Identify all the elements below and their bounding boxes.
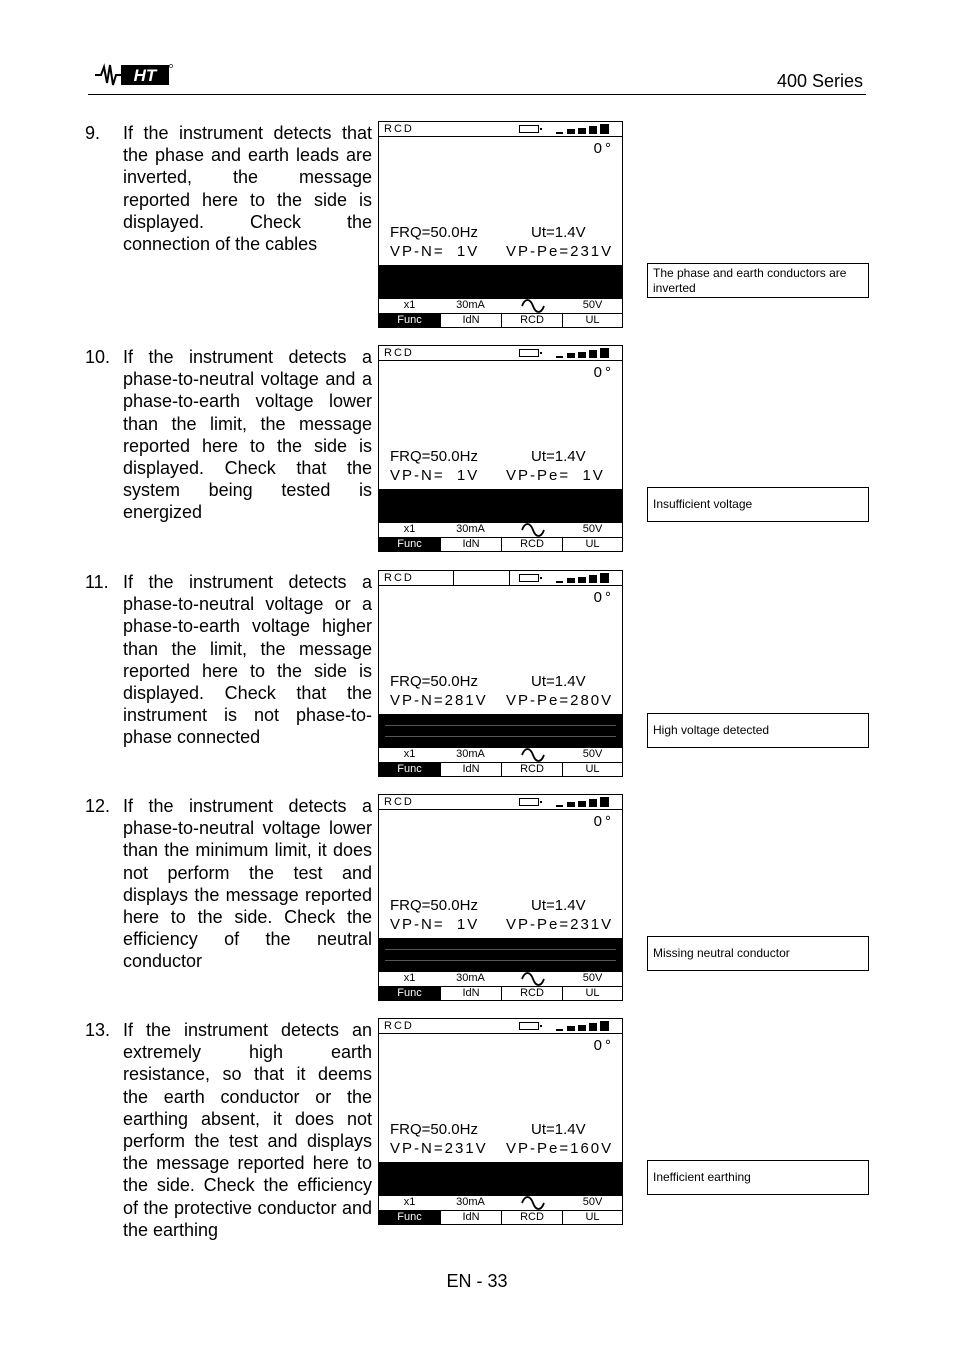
vpn-readout: VP-N=281V xyxy=(390,692,488,709)
ul-key[interactable]: UL xyxy=(562,763,622,776)
series-title: 400 Series xyxy=(776,71,863,91)
multiplier-value: x1 xyxy=(403,748,416,760)
phase-angle: 0° xyxy=(593,1037,614,1054)
vpe-readout: VP-Pe=231V xyxy=(506,916,614,933)
step-number: 11. xyxy=(85,572,109,592)
step-text: If the instrument detects a phase-to-neutral voltage or a phase-to-earth voltage higher than the limit, the message reported here to the side is displayed. Check that the instrument is not phase-to-phase connected xyxy=(123,572,372,748)
function-keys-row xyxy=(379,986,622,1000)
vpn-readout: VP-N=231V xyxy=(390,1140,488,1157)
rcd-key[interactable]: RCD xyxy=(501,538,562,551)
parameter-row xyxy=(379,522,622,537)
status-separator xyxy=(509,571,510,585)
instrument-screen xyxy=(378,345,623,552)
signal-bars-icon xyxy=(556,797,612,807)
current-value: 30mA xyxy=(456,748,485,760)
battery-icon xyxy=(519,125,539,133)
frequency-readout: FRQ=50.0Hz xyxy=(390,448,478,465)
idn-key[interactable]: IdN xyxy=(440,763,501,776)
frequency-readout: FRQ=50.0Hz xyxy=(390,224,478,241)
parameter-row xyxy=(379,747,622,762)
message-band xyxy=(379,1162,622,1195)
phase-angle: 0° xyxy=(593,140,614,157)
svg-text:HT: HT xyxy=(133,66,157,85)
multiplier-value: x1 xyxy=(403,523,416,535)
instrument-screen xyxy=(378,121,623,328)
step-number: 13. xyxy=(85,1020,111,1040)
rcd-key[interactable]: RCD xyxy=(501,1211,562,1224)
parameter-row xyxy=(379,971,622,986)
message-band xyxy=(379,938,622,971)
battery-icon xyxy=(519,798,539,806)
mode-label: RCD xyxy=(384,347,414,359)
mode-label: RCD xyxy=(384,572,414,584)
instrument-screen xyxy=(378,570,623,777)
message-note: Insufficient voltage xyxy=(647,487,869,522)
idn-key[interactable]: IdN xyxy=(440,538,501,551)
ut-readout: Ut=1.4V xyxy=(531,1121,586,1138)
ut-readout: Ut=1.4V xyxy=(531,673,586,690)
multiplier-value: x1 xyxy=(403,1196,416,1208)
screen-status-bar xyxy=(379,571,622,586)
func-key[interactable]: Func xyxy=(379,987,440,1000)
ul-value: 50V xyxy=(582,299,603,311)
screen-status-bar xyxy=(379,346,622,361)
signal-bars-icon xyxy=(556,124,612,134)
ut-readout: Ut=1.4V xyxy=(531,448,586,465)
sine-wave-icon xyxy=(521,1196,545,1210)
rcd-key[interactable]: RCD xyxy=(501,314,562,327)
message-note: High voltage detected xyxy=(647,713,869,748)
multiplier-value: x1 xyxy=(403,299,416,311)
ul-key[interactable]: UL xyxy=(562,987,622,1000)
vpe-readout: VP-Pe= 1V xyxy=(506,467,605,484)
multiplier-value: x1 xyxy=(403,972,416,984)
page-number: EN - 33 xyxy=(446,1271,508,1291)
ut-readout: Ut=1.4V xyxy=(531,897,586,914)
vpn-readout: VP-N= 1V xyxy=(390,243,480,260)
vpe-readout: VP-Pe=280V xyxy=(506,692,614,709)
vpn-readout: VP-N= 1V xyxy=(390,467,480,484)
battery-icon xyxy=(519,574,539,582)
header-rule xyxy=(88,94,866,95)
step-number: 9. xyxy=(85,123,101,143)
func-key[interactable]: Func xyxy=(379,763,440,776)
ul-value: 50V xyxy=(582,972,603,984)
parameter-row xyxy=(379,1195,622,1210)
frequency-readout: FRQ=50.0Hz xyxy=(390,1121,478,1138)
step-text: If the instrument detects that the phase and earth leads are inverted, the message reported here to the side is displayed. Check the connection of the cables xyxy=(123,123,372,255)
ul-value: 50V xyxy=(582,1196,603,1208)
step-number: 12. xyxy=(85,796,111,816)
ut-readout: Ut=1.4V xyxy=(531,224,586,241)
mode-label: RCD xyxy=(384,796,414,808)
mode-label: RCD xyxy=(384,123,414,135)
status-separator xyxy=(453,571,454,585)
sine-wave-icon xyxy=(521,523,545,537)
message-band xyxy=(379,489,622,522)
ul-value: 50V xyxy=(582,748,603,760)
current-value: 30mA xyxy=(456,299,485,311)
message-note: Inefficient earthing xyxy=(647,1160,869,1195)
ul-key[interactable]: UL xyxy=(562,1211,622,1224)
vpe-readout: VP-Pe=231V xyxy=(506,243,614,260)
sine-wave-icon xyxy=(521,748,545,762)
func-key[interactable]: Func xyxy=(379,314,440,327)
screen-status-bar xyxy=(379,795,622,810)
function-keys-row xyxy=(379,1210,622,1224)
current-value: 30mA xyxy=(456,523,485,535)
battery-icon xyxy=(519,1022,539,1030)
function-keys-row xyxy=(379,762,622,776)
ul-value: 50V xyxy=(582,523,603,535)
parameter-row xyxy=(379,298,622,313)
idn-key[interactable]: IdN xyxy=(440,1211,501,1224)
message-band xyxy=(379,265,622,298)
battery-icon xyxy=(519,349,539,357)
phase-angle: 0° xyxy=(593,364,614,381)
sine-wave-icon xyxy=(521,299,545,313)
message-note: Missing neutral conductor xyxy=(647,936,869,971)
func-key[interactable]: Func xyxy=(379,538,440,551)
ul-key[interactable]: UL xyxy=(562,314,622,327)
phase-angle: 0° xyxy=(593,813,614,830)
ht-logo xyxy=(95,62,173,88)
ul-key[interactable]: UL xyxy=(562,538,622,551)
rcd-key[interactable]: RCD xyxy=(501,987,562,1000)
step-text: If the instrument detects an extremely high earth resistance, so that it deems the earth conductor or the earthing absent, it does not perform the test and displays the message reported here to the side. Check the efficiency of the protective conductor and the earthing xyxy=(123,1020,372,1240)
mode-label: RCD xyxy=(384,1020,414,1032)
message-band xyxy=(379,714,622,747)
frequency-readout: FRQ=50.0Hz xyxy=(390,673,478,690)
rcd-key[interactable]: RCD xyxy=(501,763,562,776)
signal-bars-icon xyxy=(556,573,612,583)
func-key[interactable]: Func xyxy=(379,1211,440,1224)
current-value: 30mA xyxy=(456,972,485,984)
screen-status-bar xyxy=(379,122,622,137)
message-note: The phase and earth conductors are inverted xyxy=(647,263,869,298)
phase-angle: 0° xyxy=(593,589,614,606)
step-number: 10. xyxy=(85,347,111,367)
instrument-screen xyxy=(378,794,623,1001)
signal-bars-icon xyxy=(556,348,612,358)
idn-key[interactable]: IdN xyxy=(440,314,501,327)
screen-status-bar xyxy=(379,1019,622,1034)
function-keys-row xyxy=(379,537,622,551)
sine-wave-icon xyxy=(521,972,545,986)
step-text: If the instrument detects a phase-to-neutral voltage and a phase-to-earth voltage lower than the limit, the message reported here to the side is displayed. Check that the system being tested is energized xyxy=(123,347,372,523)
signal-bars-icon xyxy=(556,1021,612,1031)
instrument-screen xyxy=(378,1018,623,1225)
function-keys-row xyxy=(379,313,622,327)
current-value: 30mA xyxy=(456,1196,485,1208)
step-text: If the instrument detects a phase-to-neutral voltage lower than the minimum limit, it does not perform the test and displays the message reported here to the side. Check the efficiency of the neutral conductor xyxy=(123,796,372,972)
vpn-readout: VP-N= 1V xyxy=(390,916,480,933)
frequency-readout: FRQ=50.0Hz xyxy=(390,897,478,914)
vpe-readout: VP-Pe=160V xyxy=(506,1140,614,1157)
idn-key[interactable]: IdN xyxy=(440,987,501,1000)
